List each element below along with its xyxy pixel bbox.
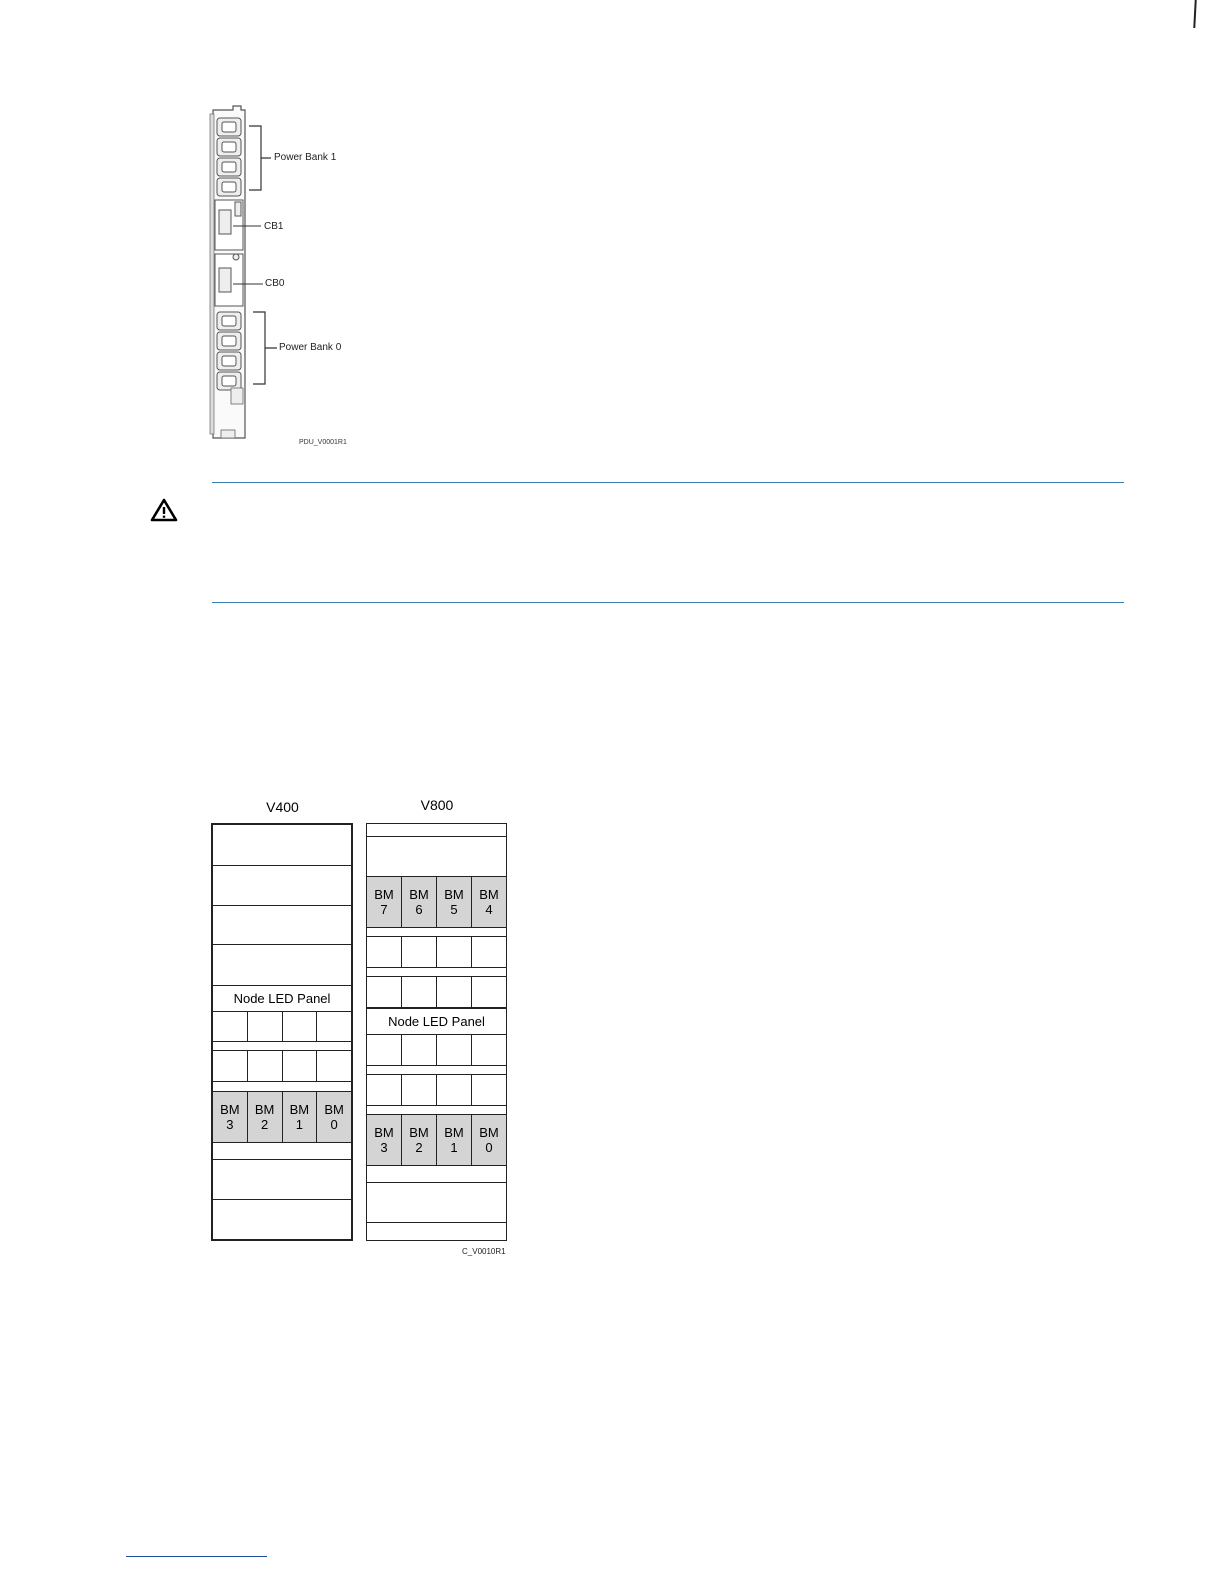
drive-slot — [401, 937, 436, 967]
v400-empty-slot — [213, 1159, 351, 1199]
v800-drive-row — [367, 1074, 506, 1106]
bm-slot-6: BM 6 — [401, 877, 436, 927]
drive-slot — [282, 1012, 317, 1041]
cb1-breaker — [215, 200, 261, 250]
drive-slot — [316, 1012, 351, 1041]
v800-node-led-panel: Node LED Panel — [367, 1008, 506, 1034]
drive-slot — [367, 937, 401, 967]
warning-top-rule — [212, 482, 1124, 483]
v400-drive-row — [213, 1011, 351, 1042]
power-bank-0-label: Power Bank 0 — [279, 342, 342, 353]
v400-drive-row — [213, 1050, 351, 1082]
drive-slot — [247, 1012, 282, 1041]
drive-slot — [213, 1051, 247, 1081]
drive-slot — [316, 1051, 351, 1081]
page-edge-mark — [1193, 0, 1196, 28]
warning-triangle-icon — [150, 498, 178, 522]
v800-caption: V800 — [420, 797, 454, 813]
footnote-rule — [126, 1556, 267, 1557]
v400-bm-row — [213, 1091, 351, 1143]
v800-drive-row — [367, 976, 506, 1008]
drive-slot — [401, 1075, 436, 1105]
drive-slot — [401, 977, 436, 1007]
bm-slot-0: BM 0 — [316, 1092, 351, 1142]
v400-empty-slot — [213, 944, 351, 984]
bm-slot-5: BM 5 — [436, 877, 471, 927]
v800-empty-slot — [367, 1182, 506, 1222]
drive-slot — [436, 937, 471, 967]
drive-slot — [471, 1035, 506, 1065]
cb0-breaker — [215, 254, 263, 306]
bm-slot-4: BM 4 — [471, 877, 506, 927]
drive-slot — [471, 1075, 506, 1105]
v800-drive-row — [367, 936, 506, 968]
v400-caption: V400 — [266, 799, 299, 815]
v800-empty-slot — [367, 1222, 506, 1240]
drive-slot — [436, 1075, 471, 1105]
v400-node-led-panel: Node LED Panel — [213, 985, 351, 1011]
drive-slot — [213, 1012, 247, 1041]
bm-slot-3: BM 3 — [367, 1115, 401, 1165]
pdu-figure — [205, 104, 355, 450]
v800-drive-row — [367, 1034, 506, 1066]
v400-empty-slot — [213, 905, 351, 945]
bm-slot-7: BM 7 — [367, 877, 401, 927]
drive-slot — [436, 1035, 471, 1065]
v800-cage — [366, 823, 507, 1241]
v400-empty-slot — [213, 865, 351, 905]
bm-slot-1: BM 1 — [436, 1115, 471, 1165]
drive-slot — [471, 937, 506, 967]
pdu-figure-code: PDU_V0001R1 — [299, 439, 347, 446]
drive-slot — [367, 1075, 401, 1105]
bm-slot-2: BM 2 — [247, 1092, 282, 1142]
cb1-label: CB1 — [264, 221, 284, 232]
power-bank-1-label: Power Bank 1 — [274, 152, 337, 163]
v800-bm-row-bottom — [367, 1114, 506, 1166]
drive-slot — [401, 1035, 436, 1065]
bm-slot-0: BM 0 — [471, 1115, 506, 1165]
v800-empty-slot — [367, 836, 506, 876]
v400-cage — [211, 823, 353, 1241]
cage-figure-code: C_V0010R1 — [462, 1247, 506, 1256]
drive-slot — [471, 977, 506, 1007]
drive-slot — [367, 1035, 401, 1065]
drive-slot — [247, 1051, 282, 1081]
drive-slot — [282, 1051, 317, 1081]
cb0-label: CB0 — [265, 278, 285, 289]
bm-slot-3: BM 3 — [213, 1092, 247, 1142]
warning-bottom-rule — [212, 602, 1124, 603]
drive-slot — [367, 977, 401, 1007]
v400-empty-slot — [213, 1199, 351, 1239]
bm-slot-1: BM 1 — [282, 1092, 317, 1142]
drive-slot — [436, 977, 471, 1007]
v800-bm-row-top — [367, 876, 506, 928]
bm-slot-2: BM 2 — [401, 1115, 436, 1165]
